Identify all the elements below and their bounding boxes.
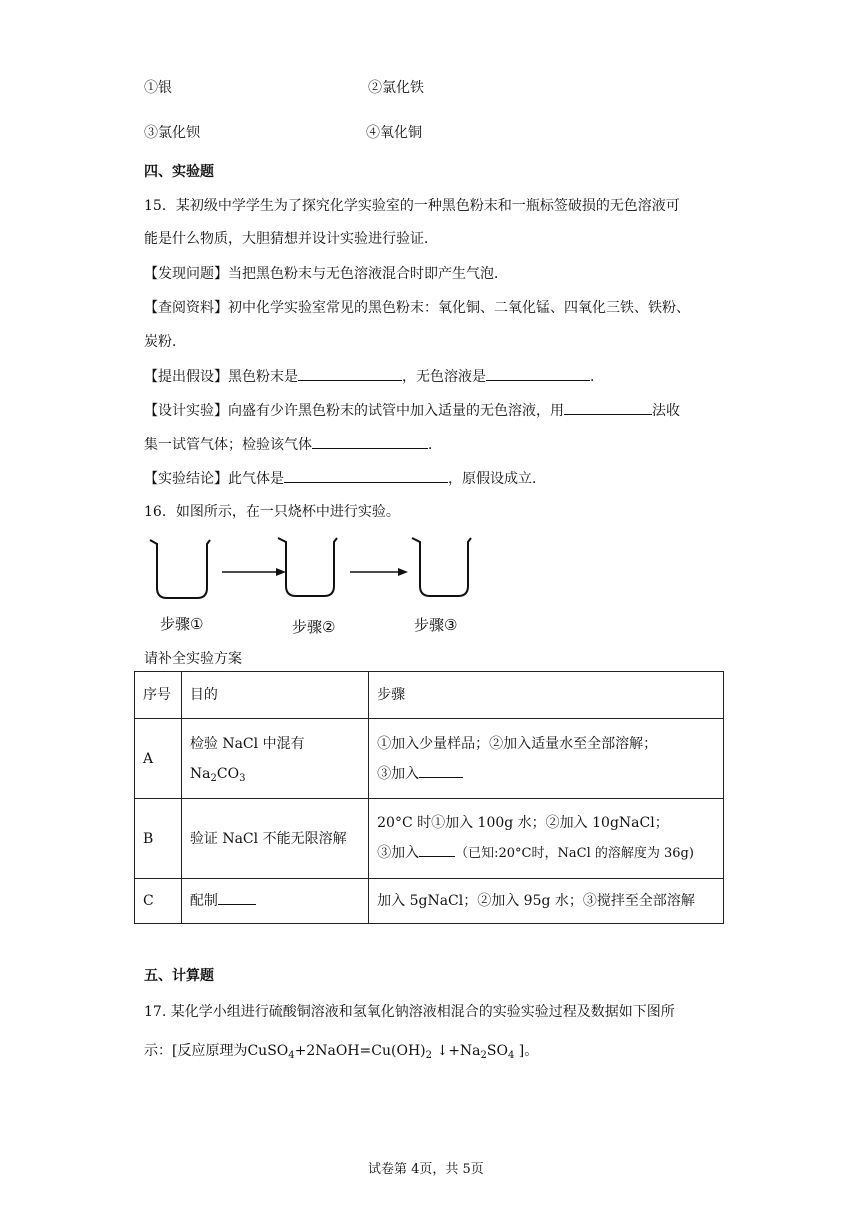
step-text: ③加入 — [377, 845, 420, 861]
goal-sub: 2 — [210, 772, 217, 784]
q17-line2 — [144, 1041, 538, 1061]
page-footer: 试卷第 4页，共 5页 — [368, 1162, 484, 1177]
step-label-3: 步骤③ — [414, 616, 458, 634]
q17-text: ]。 — [514, 1043, 539, 1059]
row-id: C — [135, 879, 182, 924]
goal-sub: 3 — [239, 772, 246, 784]
arrow-head-icon — [398, 568, 408, 576]
goal-text: 检验 NaCl 中混有 Na — [189, 735, 305, 782]
goal-text: 配制 — [189, 893, 218, 909]
row-id: A — [135, 719, 182, 799]
formula-sub: 2 — [425, 1050, 433, 1061]
q15-discover — [144, 264, 508, 284]
formula-part: ↓+Na — [432, 1043, 481, 1059]
beaker-icon — [412, 538, 471, 596]
design-c: 集一试管气体；检验该气体 — [144, 437, 312, 453]
design-a: 向盛有少许黑色粉末的试管中加入适量的无色溶液，用 — [228, 403, 564, 419]
q15-design-2 — [144, 434, 442, 455]
row-goal — [181, 879, 368, 924]
step-text: ③加入 — [377, 765, 420, 782]
header-cell: 序号 — [135, 672, 182, 719]
design-d: ． — [428, 437, 442, 453]
table-header-row — [135, 672, 724, 719]
answer-blank-solution[interactable] — [486, 366, 590, 381]
formula-sub: 4 — [288, 1050, 295, 1061]
answer-blank-collect-method[interactable] — [564, 400, 652, 415]
q15-consult-2: 炭粉． — [144, 334, 186, 350]
step-line — [377, 838, 715, 869]
q15-line1: 15．某初级中学学生为了探究化学实验室的一种黑色粉末和一瓶标签破损的无色溶液可 — [144, 198, 680, 214]
consult-text: 初中化学实验室常见的黑色粉末：氧化铜、二氧化锰、四氧化三铁、铁粉、 — [228, 300, 690, 316]
hyp-tag: 【提出假设】 — [144, 369, 228, 385]
q15-line2: 能是什么物质，大胆猜想并设计实验进行验证． — [144, 231, 438, 247]
formula-sub: 4 — [507, 1050, 515, 1061]
experiment-plan-table — [134, 671, 724, 924]
table-row — [135, 879, 724, 924]
option-1: ①银 — [144, 80, 172, 96]
row-steps — [369, 799, 724, 879]
consult-tag: 【查阅资料】 — [144, 300, 228, 316]
formula-sub: 2 — [480, 1050, 487, 1061]
table-row — [135, 799, 724, 879]
q15-conclusion — [144, 468, 546, 489]
goal-text: CO — [216, 765, 240, 782]
step-label-2: 步骤② — [292, 618, 336, 636]
formula-part: CuSO — [247, 1043, 289, 1059]
option-4: ④氧化铜 — [366, 125, 422, 141]
beaker-icon — [150, 540, 210, 598]
step-text: （已知:20°C时，NaCl 的溶解度为 36g) — [455, 846, 694, 861]
header-cell: 步骤 — [369, 672, 724, 719]
q17-text: 示：[反应原理为 — [144, 1043, 248, 1059]
hyp-c: ． — [590, 369, 604, 385]
concl-tag: 【实验结论】 — [144, 471, 228, 487]
answer-blank-reagent-a[interactable] — [419, 763, 463, 778]
step-line: 20°C 时①加入 100g 水；②加入 10gNaCl； — [377, 815, 669, 831]
formula-part: SO — [486, 1043, 508, 1059]
step-line — [377, 759, 715, 789]
row-goal: 验证 NaCl 不能无限溶解 — [181, 799, 368, 879]
option-3: ③氯化钡 — [144, 125, 200, 141]
q15-hypothesis — [144, 366, 604, 387]
row-steps — [369, 719, 724, 799]
header-cell: 目的 — [181, 672, 368, 719]
option-2: ②氯化铁 — [368, 80, 424, 96]
table-row — [135, 719, 724, 799]
row-goal — [181, 719, 368, 799]
answer-blank-test-gas[interactable] — [312, 434, 428, 449]
row-steps: 加入 5gNaCl；②加入 95g 水；③搅拌至全部溶解 — [369, 879, 724, 924]
q16-line1: 16．如图所示，在一只烧杯中进行实验。 — [144, 504, 400, 520]
section-title-experiment: 四、实验题 — [144, 164, 214, 180]
concl-b: ，原假设成立． — [448, 471, 546, 487]
arrow-head-icon — [276, 568, 286, 576]
q17-line1: 17. 某化学小组进行硫酸铜溶液和氢氧化钠溶液相混合的实验实验过程及数据如下图所 — [144, 1004, 675, 1020]
q15-design — [144, 400, 680, 421]
discover-tag: 【发现问题】 — [144, 266, 228, 282]
design-b: 法收 — [652, 403, 680, 419]
design-tag: 【设计实验】 — [144, 403, 228, 419]
answer-blank-powder[interactable] — [298, 366, 402, 381]
discover-text: 当把黑色粉末与无色溶液混合时即产生气泡． — [228, 266, 508, 282]
q15-consult — [144, 298, 690, 318]
section-title-calculation: 五、计算题 — [144, 968, 214, 984]
beaker-icon — [278, 538, 337, 596]
concl-a: 此气体是 — [228, 471, 284, 487]
answer-blank-reagent-b[interactable] — [419, 842, 455, 857]
step-label-1: 步骤① — [160, 615, 204, 633]
hyp-a: 黑色粉末是 — [228, 369, 298, 385]
table-caption: 请补全实验方案 — [144, 651, 242, 667]
step-line: ①加入少量样品；②加入适量水至全部溶解； — [377, 735, 658, 752]
row-id: B — [135, 799, 182, 879]
answer-blank-solution-made[interactable] — [218, 890, 256, 905]
hyp-b: ，无色溶液是 — [402, 369, 486, 385]
answer-blank-gas[interactable] — [284, 468, 448, 483]
formula-part: +2NaOH=Cu(OH) — [294, 1043, 426, 1059]
